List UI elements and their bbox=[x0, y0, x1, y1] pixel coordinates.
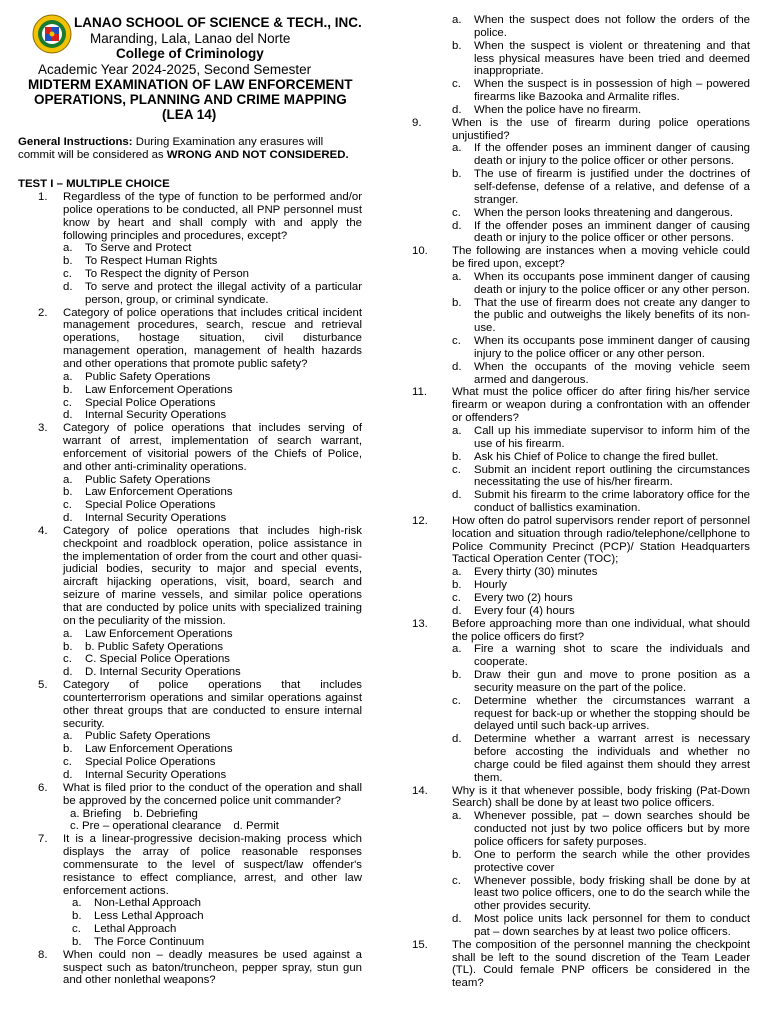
answer-option bbox=[18, 743, 362, 756]
question-text: The following are instances when a moving vehicle could be fired upon, except? bbox=[452, 245, 750, 271]
answer-option bbox=[430, 875, 750, 914]
option-text: Law Enforcement Operations bbox=[85, 743, 233, 756]
question-text: It is a linear-progressive decision-making process which displays the array of police reasonable responses commensurate to the level of suspect/law offender's resistance to effect compliance, arrest, and other law enforcement actions. bbox=[63, 833, 362, 897]
option-text: When the occupants of the moving vehicle seem armed and dangerous. bbox=[474, 360, 750, 386]
option-letter: d. bbox=[63, 512, 73, 525]
exam-title-line2: OPERATIONS, PLANNING AND CRIME MAPPING bbox=[34, 92, 347, 107]
option-text: Special Police Operations bbox=[85, 499, 216, 512]
answer-option bbox=[18, 756, 362, 769]
option-letter: b. bbox=[72, 935, 82, 948]
question-item bbox=[18, 525, 362, 628]
option-letter: b. bbox=[63, 743, 73, 756]
question-number: 3. bbox=[38, 422, 48, 435]
option-text: When the police have no firearm. bbox=[474, 103, 642, 116]
option-text: Lethal Approach bbox=[94, 923, 177, 936]
option-text: When its occupants pose imminent danger of causing injury to the police officer or any other person. bbox=[474, 335, 750, 360]
question-number: 4. bbox=[38, 524, 48, 537]
answer-option bbox=[18, 255, 362, 268]
option-letter: c. bbox=[452, 206, 461, 219]
option-letter: b. bbox=[63, 255, 73, 268]
instructions-label: General Instructions: bbox=[18, 136, 133, 148]
question-number: 5. bbox=[38, 679, 48, 692]
question-item bbox=[18, 679, 362, 730]
option-letter: b. bbox=[452, 669, 462, 682]
option-text: Internal Security Operations bbox=[85, 409, 227, 422]
option-letter: d. bbox=[452, 604, 462, 617]
instructions-emphasis: WRONG AND NOT CONSIDERED. bbox=[166, 149, 349, 161]
option-letter: a. bbox=[452, 270, 462, 283]
option-text: b. Public Safety Operations bbox=[85, 640, 224, 653]
answer-option bbox=[430, 207, 750, 220]
option-text: Every four (4) hours bbox=[474, 604, 575, 617]
answer-options-inline bbox=[70, 820, 362, 833]
option-letter: d. bbox=[452, 913, 462, 926]
option-text: If the offender poses an imminent danger of causing death or injury to the police officer or other persons. bbox=[474, 219, 750, 245]
answer-options-inline bbox=[70, 808, 362, 821]
answer-option bbox=[18, 409, 362, 422]
option-letter: a. bbox=[452, 142, 462, 155]
option-text: When its occupants pose imminent danger of causing death or injury to the police officer or any other person. bbox=[474, 270, 750, 296]
option-text: The use of firearm is justified under the doctrines of self-defense, defense of a relative, and defense of a stranger. bbox=[474, 168, 750, 206]
option-letter: a. bbox=[452, 425, 462, 437]
option-text: Whenever possible, pat – down searches should be conducted not just by two police officers but by more police officers for safety purposes. bbox=[474, 810, 750, 848]
option-text: That the use of firearm does not create any danger to the public and outweighs the likely benefits of its non-use. bbox=[474, 296, 750, 335]
option-letter: b. bbox=[452, 296, 462, 309]
answer-option bbox=[18, 281, 362, 307]
option-letter: a. bbox=[63, 473, 73, 486]
option-letter: b. bbox=[452, 168, 462, 181]
option-text: If the offender poses an imminent danger of causing death or injury to the police officer or other persons. bbox=[474, 142, 750, 168]
question-item bbox=[18, 191, 362, 242]
option-letter: c. bbox=[63, 396, 72, 409]
option-text: a. Briefing bbox=[70, 807, 122, 820]
option-letter: b. bbox=[452, 450, 462, 463]
answer-option bbox=[430, 579, 750, 592]
question-number: 1. bbox=[38, 191, 48, 203]
option-letter: d. bbox=[63, 409, 73, 422]
college-name: College of Criminology bbox=[116, 46, 264, 61]
answer-option bbox=[430, 643, 750, 669]
exam-title-line3: (LEA 14) bbox=[162, 107, 217, 122]
option-text: To Respect Human Rights bbox=[85, 255, 218, 268]
option-text: Public Safety Operations bbox=[85, 370, 211, 383]
option-letter: a. bbox=[452, 566, 462, 579]
question-text: What is filed prior to the conduct of the operation and shall be approved by the concerned police unit commander? bbox=[63, 781, 362, 807]
question-text: Category of police operations that includes counterterrorism operations and similar operations against other threat groups that are conducted to ensure internal security. bbox=[63, 679, 362, 730]
option-letter: b. bbox=[452, 848, 462, 861]
question-item bbox=[18, 782, 362, 808]
option-letter: c. bbox=[452, 78, 461, 91]
question-item bbox=[412, 617, 750, 644]
option-letter: c. bbox=[452, 335, 461, 348]
option-text: Submit his firearm to the crime laboratory office for the conduct of ballistics examination. bbox=[474, 489, 750, 515]
option-text: Determine whether a warrant arrest is necessary before accosting the individuals and whether no charge could be filed against them should they arrest them. bbox=[474, 733, 750, 784]
question-number: 6. bbox=[38, 781, 48, 794]
question-text: When is the use of firearm during police operations unjustified? bbox=[452, 116, 750, 142]
option-letter: b. bbox=[63, 486, 73, 499]
question-item bbox=[18, 833, 362, 897]
option-text: Internal Security Operations bbox=[85, 512, 227, 525]
question-text: Category of police operations that includes serving of warrant of arrest, implementation of search warrant, enforcement of visitorial powers of the Chiefs of Police, and other anti-criminality operations. bbox=[63, 422, 362, 473]
option-text: Every two (2) hours bbox=[474, 591, 573, 604]
option-text: Law Enforcement Operations bbox=[85, 383, 233, 396]
option-text: Public Safety Operations bbox=[85, 473, 211, 486]
question-text: What must the police officer do after firing his/her service firearm or weapon during a confrontation with an offender or offenders? bbox=[452, 386, 750, 425]
option-letter: a. bbox=[63, 627, 73, 640]
question-item bbox=[412, 386, 750, 425]
answer-option bbox=[18, 371, 362, 384]
school-address: Maranding, Lala, Lanao del Norte bbox=[90, 31, 291, 46]
question-item bbox=[412, 116, 750, 143]
answer-option bbox=[430, 168, 750, 207]
answer-option bbox=[18, 666, 362, 679]
option-letter: c. bbox=[63, 756, 72, 769]
option-letter: d. bbox=[452, 733, 462, 746]
question-number: 10. bbox=[412, 245, 428, 258]
option-letter: c. bbox=[63, 499, 72, 512]
option-letter: b. bbox=[63, 383, 73, 396]
answer-option bbox=[430, 104, 750, 117]
answer-option bbox=[18, 897, 362, 910]
option-letter: b. bbox=[452, 579, 462, 592]
option-letter: d. bbox=[63, 768, 73, 781]
option-letter: a. bbox=[72, 897, 82, 910]
option-letter: c. bbox=[63, 268, 72, 281]
option-letter: d. bbox=[63, 280, 73, 293]
question-text: Category of police operations that includes critical incident management procedures, search, rescue and retrieval operations, hostage situation, civil disturbance management operation, management of health hazards and other operations that promote public safety? bbox=[63, 306, 362, 370]
option-text: Special Police Operations bbox=[85, 396, 216, 409]
left-column bbox=[18, 0, 362, 987]
answer-option bbox=[18, 653, 362, 666]
question-item bbox=[412, 514, 750, 566]
answer-option bbox=[18, 242, 362, 255]
option-text: Draw their gun and move to prone position as a security measure on the part of the police. bbox=[474, 669, 750, 694]
question-item bbox=[412, 784, 750, 811]
school-seal-logo bbox=[32, 14, 72, 54]
option-letter: c. bbox=[452, 694, 461, 707]
option-text: One to perform the search while the other provides protective cover bbox=[474, 848, 750, 874]
question-number: 14. bbox=[412, 784, 428, 797]
answer-option bbox=[430, 566, 750, 579]
option-text: C. Special Police Operations bbox=[85, 653, 230, 666]
answer-option bbox=[430, 220, 750, 246]
option-text: Law Enforcement Operations bbox=[85, 486, 233, 499]
question-number: 7. bbox=[38, 833, 48, 846]
option-text: Special Police Operations bbox=[85, 756, 216, 769]
answer-option bbox=[430, 142, 750, 168]
question-text: Category of police operations that includes high-risk checkpoint and roadblock operation, police assistance in the implementation of order from the court and other quasi-judicial bodies, security to major and special events, aircraft hijacking operations, visit, board, search and seizure of marine vessels, and similar police operations that are conducted by police units with specialized training on the peculiarity of the mission. bbox=[63, 524, 362, 627]
option-text: Non-Lethal Approach bbox=[94, 897, 202, 910]
option-letter: c. bbox=[63, 653, 72, 666]
option-letter: b. bbox=[72, 910, 82, 923]
question-text: Why is it that whenever possible, body frisking (Pat-Down Search) shall be done by at least two police officers. bbox=[452, 784, 750, 810]
answer-option bbox=[430, 271, 750, 297]
answer-option bbox=[430, 733, 750, 784]
answer-option bbox=[430, 425, 750, 451]
option-text: When the person looks threatening and dangerous. bbox=[474, 206, 733, 219]
option-text: Law Enforcement Operations bbox=[85, 627, 233, 640]
option-text: Submit an incident report outlining the circumstances necessitating the use of his/her firearm. bbox=[474, 463, 750, 489]
answer-option bbox=[430, 592, 750, 605]
answer-option bbox=[18, 268, 362, 281]
answer-option bbox=[430, 464, 750, 490]
option-text: When the suspect is violent or threatening and that less physical measures have been tried and deemed inappropriate. bbox=[474, 39, 750, 78]
answer-option bbox=[18, 512, 362, 525]
option-letter: d. bbox=[63, 666, 73, 679]
question-item bbox=[18, 307, 362, 371]
option-text: Determine whether the circumstances warrant a request for back-up or whether the stopping should be delayed until such back-up arrives. bbox=[474, 694, 750, 733]
option-letter: a. bbox=[452, 14, 462, 26]
option-letter: d. bbox=[452, 103, 462, 116]
option-text: Call up his immediate supervisor to inform him of the use of his firearm. bbox=[474, 425, 750, 450]
general-instructions bbox=[18, 136, 362, 162]
option-text: To Respect the dignity of Person bbox=[85, 268, 249, 281]
answer-option bbox=[18, 910, 362, 923]
question-item bbox=[412, 245, 750, 271]
option-letter: b. bbox=[452, 39, 462, 52]
answer-option bbox=[430, 913, 750, 939]
question-text: Regardless of the type of function to be performed and/or police operations to be conducted, all PNP personnel must know by heart and shall comply with and apply the following principles and procedures, except? bbox=[63, 191, 362, 242]
answer-option bbox=[430, 40, 750, 79]
option-letter: c. bbox=[72, 923, 81, 936]
answer-option bbox=[430, 695, 750, 734]
option-text: d. Permit bbox=[233, 820, 279, 833]
answer-option bbox=[18, 499, 362, 512]
question-number: 12. bbox=[412, 514, 428, 527]
answer-option bbox=[430, 14, 750, 40]
school-name: LANAO SCHOOL OF SCIENCE & TECH., INC. bbox=[74, 15, 362, 30]
answer-option bbox=[18, 474, 362, 487]
question-text: How often do patrol supervisors render report of personnel location and situation through radio/telephone/cellphone to Police Community Precinct (PCP)/ Station Headquarters Tactical Operation Center (TOC); bbox=[452, 514, 750, 566]
answer-option bbox=[430, 361, 750, 387]
option-text: Less Lethal Approach bbox=[94, 910, 204, 923]
option-letter: a. bbox=[452, 643, 462, 656]
option-letter: d. bbox=[452, 219, 462, 232]
answer-option bbox=[18, 936, 362, 949]
option-letter: a. bbox=[63, 370, 73, 383]
answer-option bbox=[18, 384, 362, 397]
answer-option bbox=[430, 669, 750, 695]
option-text: Ask his Chief of Police to change the fired bullet. bbox=[474, 450, 719, 463]
academic-year: Academic Year 2024-2025, Second Semester bbox=[38, 62, 312, 77]
option-text: To Serve and Protect bbox=[85, 242, 192, 255]
answer-option bbox=[18, 486, 362, 499]
answer-option bbox=[18, 923, 362, 936]
answer-option bbox=[430, 335, 750, 361]
question-number: 11. bbox=[412, 386, 427, 399]
answer-option bbox=[18, 641, 362, 654]
question-text: The composition of the personnel manning the checkpoint shall be left to the sound discretion of the Team Leader (TL). Could female PNP officers be considered in the team? bbox=[452, 938, 750, 990]
question-item bbox=[18, 422, 362, 473]
option-letter: c. bbox=[452, 874, 461, 887]
question-text: When could non – deadly measures be used against a suspect such as baton/truncheon, pepper spray, stun gun and other nonlethal weapons? bbox=[63, 948, 362, 987]
exam-title-line1: MIDTERM EXAMINATION OF LAW ENFORCEMENT bbox=[28, 77, 353, 92]
option-text: Fire a warning shot to scare the individuals and cooperate. bbox=[474, 643, 750, 669]
option-text: To serve and protect the illegal activity of a particular person, group, or criminal syndicate. bbox=[85, 280, 362, 306]
question-number: 13. bbox=[412, 617, 428, 630]
test-title: TEST I – MULTIPLE CHOICE bbox=[18, 178, 170, 190]
question-number: 15. bbox=[412, 938, 428, 951]
question-item bbox=[412, 938, 750, 990]
exam-header bbox=[18, 0, 362, 120]
question-list-left bbox=[18, 191, 362, 987]
answer-option bbox=[430, 451, 750, 464]
answer-option bbox=[430, 489, 750, 515]
option-letter: a. bbox=[63, 242, 73, 255]
option-letter: c. bbox=[452, 463, 461, 476]
answer-option bbox=[430, 78, 750, 104]
instructions-text: During Examination any erasures will commit will be considered as bbox=[18, 136, 324, 161]
option-text: Most police units lack personnel for them to conduct pat – down searches by at least two police officers. bbox=[474, 913, 750, 938]
option-text: When the suspect is in possession of high – powered firearms like Bazooka and Armalite rifles. bbox=[474, 78, 750, 104]
option-letter: d. bbox=[452, 489, 462, 502]
option-text: When the suspect does not follow the orders of the police. bbox=[474, 14, 750, 39]
question-item bbox=[18, 949, 362, 988]
option-letter: d. bbox=[452, 360, 462, 373]
option-letter: c. bbox=[452, 591, 461, 604]
answer-option bbox=[430, 810, 750, 849]
question-text: Before approaching more than one individual, what should the police officers do first? bbox=[452, 617, 750, 643]
option-text: Internal Security Operations bbox=[85, 768, 227, 781]
answer-option bbox=[18, 397, 362, 410]
answer-option bbox=[18, 769, 362, 782]
option-text: c. Pre – operational clearance bbox=[70, 820, 222, 833]
option-text: b. Debriefing bbox=[133, 807, 198, 820]
option-text: D. Internal Security Operations bbox=[85, 666, 241, 679]
right-column bbox=[412, 14, 750, 990]
option-text: The Force Continuum bbox=[94, 935, 205, 948]
answer-option bbox=[430, 849, 750, 875]
option-letter: b. bbox=[63, 640, 73, 653]
question-list-right bbox=[412, 14, 750, 990]
question-number: 8. bbox=[38, 948, 48, 961]
option-text: Whenever possible, body frisking shall be done by at least two police officers, one to do the search while the other provides security. bbox=[474, 874, 750, 913]
answer-option bbox=[18, 730, 362, 743]
option-text: Public Safety Operations bbox=[85, 730, 211, 743]
answer-option bbox=[18, 628, 362, 641]
question-number: 9. bbox=[412, 116, 422, 129]
option-text: Hourly bbox=[474, 579, 507, 592]
option-letter: a. bbox=[63, 730, 73, 743]
option-text: Every thirty (30) minutes bbox=[474, 566, 598, 579]
answer-option bbox=[430, 297, 750, 336]
question-number: 2. bbox=[38, 306, 48, 319]
answer-option bbox=[430, 605, 750, 618]
option-letter: a. bbox=[452, 810, 462, 823]
